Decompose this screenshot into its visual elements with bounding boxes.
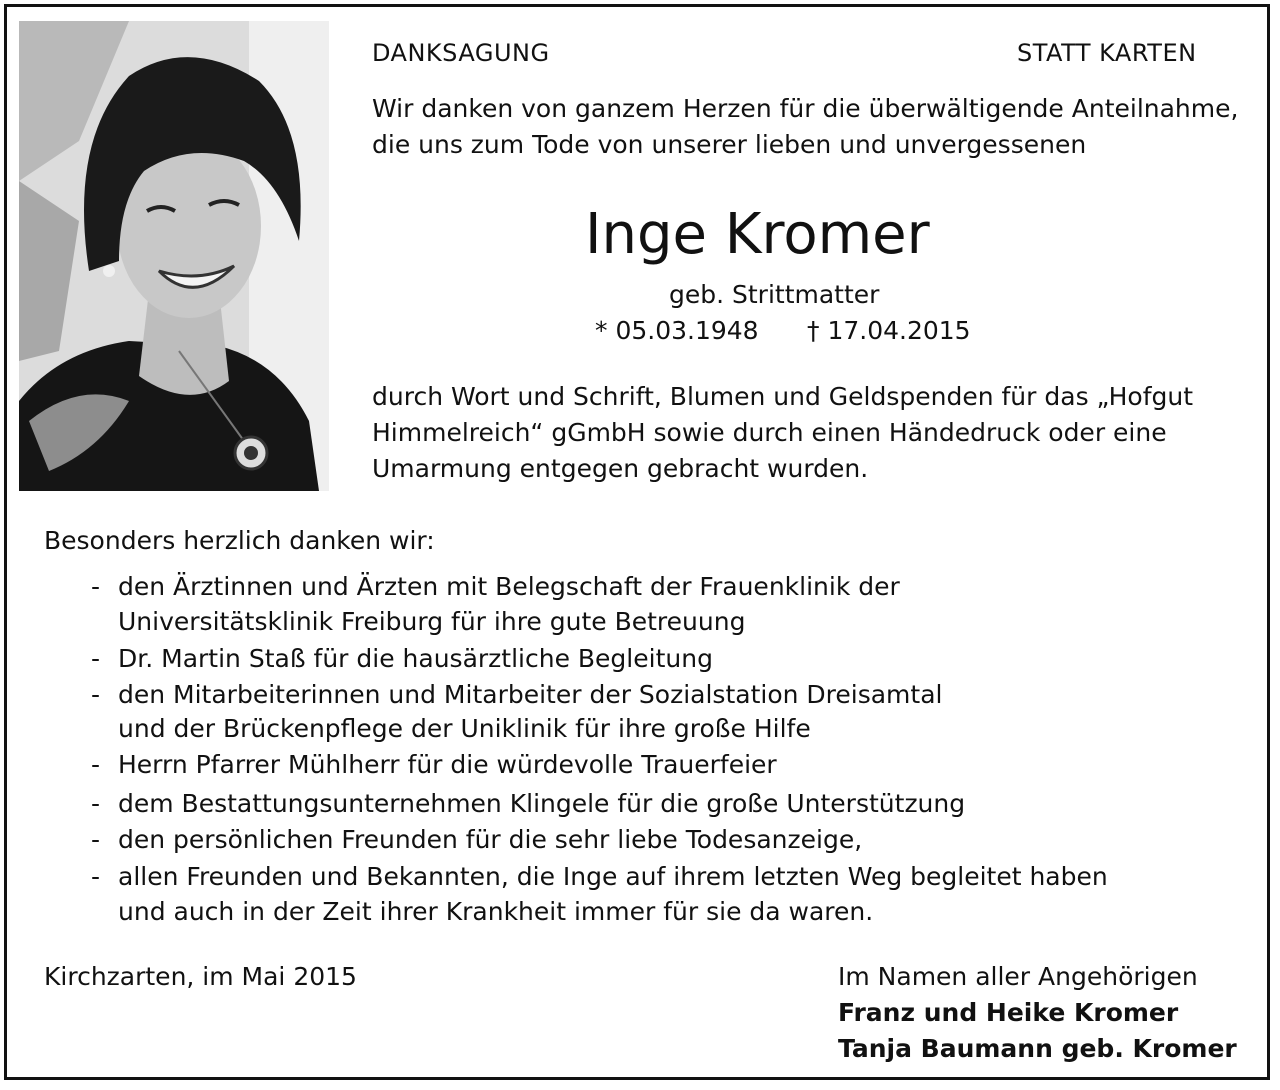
thanks-item: dem Bestattungsunternehmen Klingele für die große Unterstützung xyxy=(118,789,966,818)
thanks-item: den Ärztinnen und Ärzten mit Belegschaft der Frauenklinik der xyxy=(118,572,900,601)
thanks-heading: Besonders herzlich danken wir: xyxy=(44,526,435,555)
thanks-item: Dr. Martin Staß für die hausärztliche Begleitung xyxy=(118,644,713,673)
bullet-dash: - xyxy=(91,789,101,818)
intro-line: Wir danken von ganzem Herzen für die überwältigende Anteilnahme, xyxy=(372,94,1239,123)
thanks-item: und auch in der Zeit ihrer Krankheit immer für sie da waren. xyxy=(118,897,874,926)
thanks-item: Universitätsklinik Freiburg für ihre gute Betreuung xyxy=(118,607,746,636)
death-date: † 17.04.2015 xyxy=(807,316,971,345)
thanks-item: den Mitarbeiterinnen und Mitarbeiter der Sozialstation Dreisamtal xyxy=(118,680,943,709)
signer: Tanja Baumann geb. Kromer xyxy=(838,1034,1237,1063)
bullet-dash: - xyxy=(91,572,101,601)
birth-date: * 05.03.1948 xyxy=(595,316,759,345)
bullet-dash: - xyxy=(91,825,101,854)
deceased-name: Inge Kromer xyxy=(585,202,930,267)
thanks-item: Herrn Pfarrer Mühlherr für die würdevolle Trauerfeier xyxy=(118,750,777,779)
bullet-dash: - xyxy=(91,862,101,891)
thanks-item: allen Freunden und Bekannten, die Inge auf ihrem letzten Weg begleitet haben xyxy=(118,862,1108,891)
notice-frame xyxy=(4,4,1270,1080)
bullet-dash: - xyxy=(91,680,101,709)
thanks-item: und der Brückenpflege der Uniklinik für ihre große Hilfe xyxy=(118,714,811,743)
maiden-name: geb. Strittmatter xyxy=(669,280,880,309)
middle-line: Himmelreich“ gGmbH sowie durch einen Händedruck oder eine xyxy=(372,418,1167,447)
header-statt-karten: STATT KARTEN xyxy=(1017,39,1197,67)
middle-line: Umarmung entgegen gebracht wurden. xyxy=(372,454,869,483)
signer: Franz und Heike Kromer xyxy=(838,998,1179,1027)
intro-line: die uns zum Tode von unserer lieben und unvergessenen xyxy=(372,130,1087,159)
header-title: DANKSAGUNG xyxy=(372,39,550,67)
thanks-item: den persönlichen Freunden für die sehr liebe Todesanzeige, xyxy=(118,825,863,854)
bullet-dash: - xyxy=(91,750,101,779)
place-date: Kirchzarten, im Mai 2015 xyxy=(44,962,357,991)
bullet-dash: - xyxy=(91,644,101,673)
middle-line: durch Wort und Schrift, Blumen und Geldspenden für das „Hofgut xyxy=(372,382,1194,411)
portrait-photo xyxy=(19,21,329,491)
signoff: Im Namen aller Angehörigen xyxy=(838,962,1198,991)
